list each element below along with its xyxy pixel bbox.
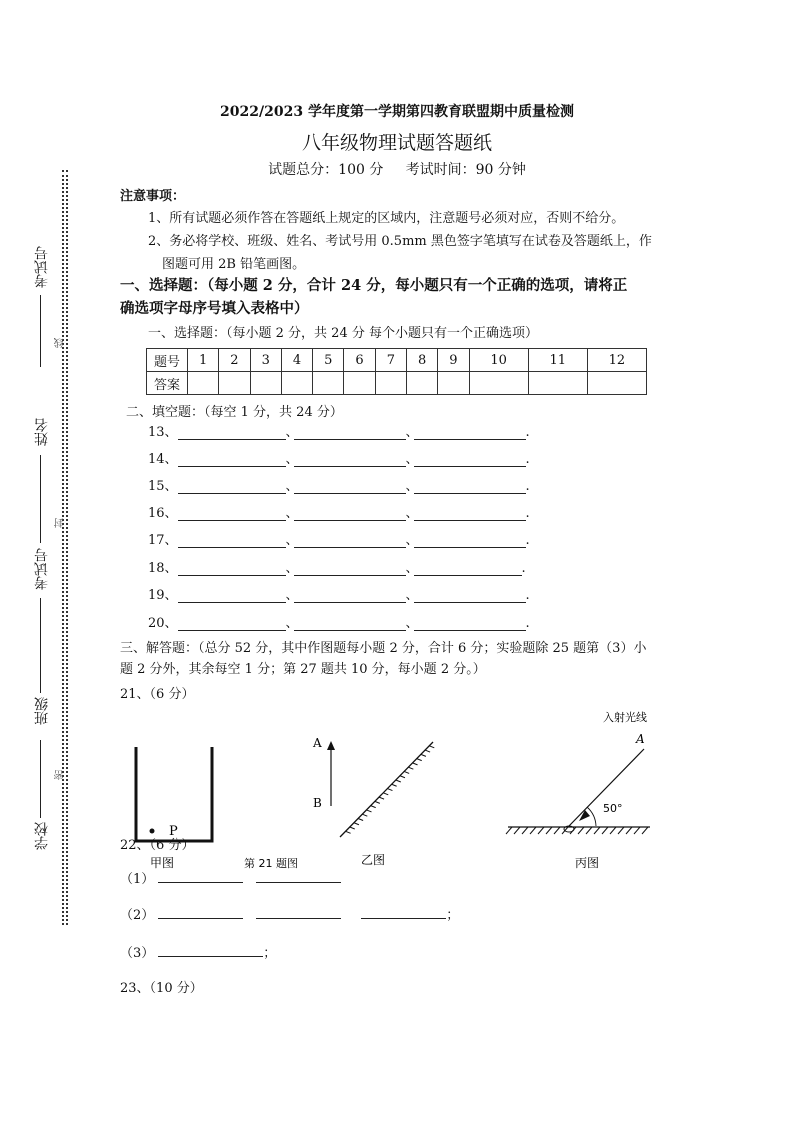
- figure-21: [120, 700, 680, 875]
- figure-caption: 第 21 题图: [244, 857, 298, 870]
- hatch-mark: [626, 827, 632, 834]
- binding-line-outer: [62, 170, 64, 925]
- fill-row-number: 15、: [148, 479, 178, 494]
- semicolon: ；: [446, 908, 460, 923]
- separator: 、: [285, 561, 299, 576]
- seal-mark-line: 线: [55, 338, 66, 348]
- end-mark: .: [525, 479, 530, 494]
- question-number: 11: [528, 349, 587, 372]
- hatch-mark: [387, 789, 392, 791]
- answer-table-row-label: 题号: [147, 349, 188, 372]
- hatch-mark: [530, 827, 536, 834]
- seal-mark-secret: 密: [55, 770, 66, 780]
- question-number: 12: [587, 349, 646, 372]
- answer-blank[interactable]: [158, 942, 263, 957]
- jia-caption: 甲图: [150, 856, 175, 870]
- question-number: 7: [375, 349, 406, 372]
- ray-a-label: A: [636, 732, 645, 746]
- surface-hatching: [506, 827, 648, 834]
- question-number: 3: [250, 349, 281, 372]
- hatch-mark: [379, 797, 384, 799]
- section1-heading-line1: 一、选择题：（每小题 2 分，合计 24 分，每小题只有一个正确的选项，请将正: [120, 277, 628, 294]
- hatch-mark: [578, 827, 584, 834]
- hatch-mark: [421, 754, 426, 756]
- fill-row-number: 18、: [148, 561, 178, 576]
- question-number: 6: [344, 349, 375, 372]
- incident-ray-label: 入射光线: [603, 711, 647, 724]
- fill-row-19: [148, 584, 530, 602]
- hatch-mark: [642, 827, 648, 834]
- hatch-mark: [546, 827, 552, 834]
- answer-table-answer-row: [147, 372, 647, 395]
- point-p-label: P: [169, 824, 178, 839]
- answer-cell[interactable]: [587, 372, 646, 395]
- q22-part-1: [120, 868, 341, 887]
- fill-row-17: [148, 529, 530, 547]
- answer-blank[interactable]: [158, 868, 243, 883]
- hatch-mark: [618, 827, 624, 834]
- yi-caption: 乙图: [361, 853, 386, 867]
- part-label: （2）: [120, 908, 155, 923]
- fill-blank[interactable]: [178, 561, 286, 576]
- section3-heading-line2: 题 2 分外，其余每空 1 分；第 27 题共 10 分，每小题 2 分。）: [120, 662, 486, 677]
- hatch-mark: [404, 771, 409, 773]
- answer-cell[interactable]: [313, 372, 344, 395]
- fill-blank[interactable]: [414, 425, 526, 440]
- fill-blank[interactable]: [414, 452, 526, 467]
- fill-blank[interactable]: [294, 561, 406, 576]
- answer-blank[interactable]: [256, 868, 341, 883]
- incident-ray-arrow: [579, 810, 590, 821]
- separator: 、: [285, 452, 299, 467]
- question-number: 8: [406, 349, 437, 372]
- hatch-mark: [506, 827, 512, 834]
- separator: 、: [285, 425, 299, 440]
- question-number: 5: [313, 349, 344, 372]
- question-number: 2: [219, 349, 250, 372]
- hatch-mark: [514, 827, 520, 834]
- fill-blank[interactable]: [294, 479, 406, 494]
- fill-blank[interactable]: [294, 588, 406, 603]
- hatch-mark: [354, 823, 359, 825]
- seal-mark-seal: 封: [55, 518, 66, 528]
- notice-item-2-cont: 图题可用 2B 铅笔画图。: [162, 257, 306, 272]
- answer-table: [146, 348, 647, 395]
- hatch-mark: [602, 827, 608, 834]
- point-b-label: B: [313, 796, 322, 810]
- hatch-mark: [538, 827, 544, 834]
- answer-cell[interactable]: [188, 372, 219, 395]
- point-p-dot: [150, 829, 155, 834]
- hatch-mark: [554, 827, 560, 834]
- hatch-mark: [594, 827, 600, 834]
- fill-blank[interactable]: [414, 506, 526, 521]
- answer-cell[interactable]: [281, 372, 312, 395]
- fill-blank[interactable]: [414, 616, 526, 631]
- fill-blank[interactable]: [294, 506, 406, 521]
- end-mark: .: [525, 588, 530, 603]
- separator: 、: [405, 533, 419, 548]
- margin-blank-exam-no: [40, 295, 41, 367]
- fill-blank[interactable]: [178, 588, 286, 603]
- section1-sub-heading: 一、选择题：（每小题 2 分，共 24 分 每个小题只有一个正确选项）: [148, 326, 538, 341]
- margin-label-exam-no: 考试号: [34, 246, 50, 288]
- hatch-mark: [610, 827, 616, 834]
- end-mark: .: [525, 506, 530, 521]
- separator: 、: [405, 506, 419, 521]
- object-arrowhead: [327, 741, 335, 750]
- hatch-mark: [417, 759, 422, 761]
- hatch-mark: [350, 827, 355, 829]
- mirror-hatching: [346, 746, 435, 834]
- margin-label-exam-no-2: 考试号: [34, 548, 50, 590]
- fill-blank[interactable]: [178, 506, 286, 521]
- fill-blank[interactable]: [178, 616, 286, 631]
- end-mark: .: [525, 533, 530, 548]
- hatch-mark: [367, 810, 372, 812]
- separator: 、: [405, 561, 419, 576]
- answer-cell[interactable]: [375, 372, 406, 395]
- q21-label: 21、（6 分）: [120, 687, 195, 702]
- end-mark: .: [525, 616, 530, 631]
- fill-blank[interactable]: [414, 588, 526, 603]
- hatch-mark: [400, 776, 405, 778]
- question-number: 1: [188, 349, 219, 372]
- section2-heading: 二、填空题：（每空 1 分，共 24 分）: [126, 405, 343, 420]
- separator: 、: [285, 616, 299, 631]
- fill-blank[interactable]: [294, 533, 406, 548]
- section3-heading-line1: 三、解答题：（总分 52 分，其中作图题每小题 2 分，合计 6 分；实验题除 25 题第（3）小: [120, 641, 647, 656]
- hatch-mark: [362, 814, 367, 816]
- margin-label-class: 班级: [34, 697, 50, 725]
- q22-part-3: [120, 942, 276, 961]
- answer-sheet-title: 八年级物理试题答题纸: [301, 132, 492, 154]
- fill-blank[interactable]: [294, 425, 406, 440]
- binding-line-inner: [66, 170, 68, 925]
- answer-blank[interactable]: [158, 904, 243, 919]
- hatch-mark: [392, 784, 397, 786]
- fill-blank[interactable]: [294, 452, 406, 467]
- end-mark: .: [525, 452, 530, 467]
- separator: 、: [405, 616, 419, 631]
- fill-row-20: [148, 612, 530, 630]
- fill-row-16: [148, 502, 530, 520]
- fill-row-number: 19、: [148, 588, 178, 603]
- hatch-mark: [375, 801, 380, 803]
- hatch-mark: [408, 767, 413, 769]
- hatch-mark: [586, 827, 592, 834]
- question-number: 4: [281, 349, 312, 372]
- hatch-mark: [371, 806, 376, 808]
- fill-blank[interactable]: [178, 479, 286, 494]
- end-mark: .: [525, 425, 530, 440]
- answer-table-number-row: [147, 349, 647, 372]
- hatch-mark: [429, 746, 434, 748]
- answer-cell[interactable]: [250, 372, 281, 395]
- part-label: （3）: [120, 946, 155, 961]
- semicolon: ；: [263, 946, 277, 961]
- notice-item-2: 2、务必将学校、班级、姓名、考试号用 0.5mm 黑色签字笔填写在试卷及答题纸上，作: [148, 234, 652, 249]
- fill-row-number: 16、: [148, 506, 178, 521]
- separator: 、: [285, 506, 299, 521]
- hatch-mark: [346, 831, 351, 833]
- fill-row-number: 14、: [148, 452, 178, 467]
- fill-row-number: 13、: [148, 425, 178, 440]
- separator: 、: [285, 533, 299, 548]
- angle-label: 50°: [603, 802, 623, 815]
- fill-row-number: 17、: [148, 533, 178, 548]
- end-mark: .: [521, 561, 526, 576]
- separator: 、: [405, 452, 419, 467]
- hatch-mark: [383, 793, 388, 795]
- answer-cell[interactable]: [528, 372, 587, 395]
- answer-cell[interactable]: [469, 372, 528, 395]
- margin-blank-school: [40, 740, 41, 818]
- hatch-mark: [634, 827, 640, 834]
- fill-blank[interactable]: [178, 425, 286, 440]
- part-label: （1）: [120, 872, 155, 887]
- separator: 、: [405, 479, 419, 494]
- notice-item-1: 1、所有试题必须作答在答题纸上规定的区域内，注意题号必须对应，否则不给分。: [148, 211, 625, 226]
- margin-blank-name: [40, 455, 41, 543]
- hatch-mark: [396, 780, 401, 782]
- point-a-label: A: [313, 736, 322, 750]
- fill-blank[interactable]: [414, 533, 526, 548]
- fill-blank[interactable]: [178, 452, 286, 467]
- answer-blank[interactable]: [256, 904, 341, 919]
- answer-cell[interactable]: [438, 372, 469, 395]
- fill-row-15: [148, 475, 530, 493]
- margin-label-name: 姓名: [34, 418, 50, 446]
- exam-meta: 试题总分：100 分 考试时间：90 分钟: [268, 162, 526, 178]
- section1-heading-line2: 确选项字母序号填入表格中）: [120, 300, 309, 317]
- fill-row-18: [148, 557, 526, 575]
- q22-label: 22、（6 分）: [120, 838, 195, 853]
- bing-caption: 丙图: [575, 856, 600, 870]
- fill-row-number: 20、: [148, 616, 178, 631]
- fill-row-13: [148, 421, 530, 439]
- answer-blank[interactable]: [361, 904, 446, 919]
- question-number: 9: [438, 349, 469, 372]
- exam-title: 2022/2023 学年度第一学期第四教育联盟期中质量检测: [220, 104, 574, 120]
- question-number: 10: [469, 349, 528, 372]
- answer-table-row-label: 答案: [147, 372, 188, 395]
- hatch-mark: [413, 763, 418, 765]
- hatch-mark: [425, 750, 430, 752]
- answer-cell[interactable]: [406, 372, 437, 395]
- fill-row-14: [148, 448, 530, 466]
- separator: 、: [405, 425, 419, 440]
- fill-blank[interactable]: [294, 616, 406, 631]
- separator: 、: [405, 588, 419, 603]
- fill-blank[interactable]: [178, 533, 286, 548]
- fill-blank[interactable]: [414, 561, 522, 576]
- q22-part-2: [120, 904, 459, 923]
- margin-blank-class: [40, 598, 41, 693]
- separator: 、: [285, 479, 299, 494]
- hatch-mark: [358, 818, 363, 820]
- fill-blank[interactable]: [414, 479, 526, 494]
- separator: 、: [285, 588, 299, 603]
- q23-label: 23、（10 分）: [120, 981, 203, 996]
- notice-heading: 注意事项：: [120, 189, 186, 204]
- margin-label-school: 学校: [34, 822, 50, 850]
- answer-cell[interactable]: [219, 372, 250, 395]
- answer-cell[interactable]: [344, 372, 375, 395]
- hatch-mark: [522, 827, 528, 834]
